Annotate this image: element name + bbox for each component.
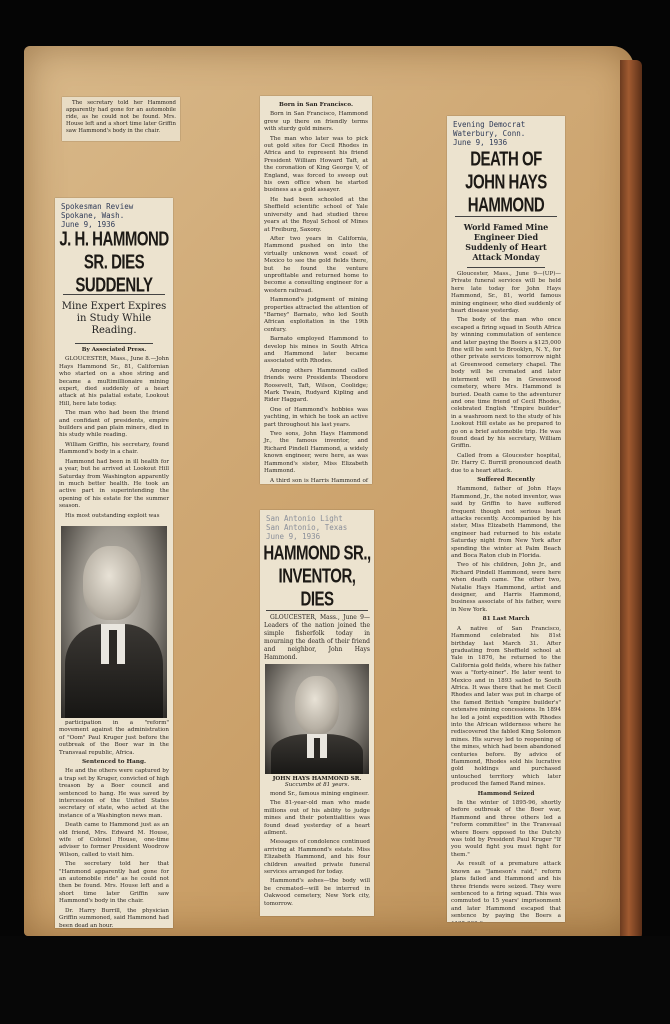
paragraph: In the winter of 1895-96, shortly before outbreak of the Boer war, Hammond and three others led a "reform committee" in the Transvaal where Boers opposed to the Dutch) was told by President Paul Kruger "If you would fight you must fight for them."	[451, 800, 561, 858]
clipping-evening-democrat	[447, 116, 565, 922]
paragraph: Among others Hammond called friends were Presidents Theodore Roosevelt, Taft, Wilson, Coolidge; Mark Twain, Rudyard Kipling and Rider Haggard.	[264, 367, 368, 404]
paragraph: Two of his children, John Jr., and Richard Pindell Hammond, were here when death came. The other two, Natalie Hays Hammond, artist and designer, and Harris Hammond, business associate of his father, were in New York.	[451, 562, 561, 613]
paragraph: The secretary told her that "Hammond apparently had gone for an automobile ride" as he could not then be found. Mrs. House left and a short time later Griffin saw Hammond's body in the chair.	[59, 861, 169, 905]
paragraph: Hammond's judgment of mining properties attracted the attention of "Barney" Barnato, who led South African exploitation in the 19th century.	[264, 297, 368, 333]
paragraph: Hammond, father of John Hays Hammond, Jr., the noted inventor, was said by Griffin to have suffered frequent though not serious heart attacks recently. Accompanied by his sister, Miss Elizabeth Hammond, the engineer had returned to his estate Saturday night from New York after spending the winter at Palm Beach and Boca Raton club in Florida.	[451, 486, 561, 560]
paragraph: Born in San Francisco, Hammond grew up there on friendly terms with sturdy gold miners.	[264, 111, 368, 133]
paragraph: Dr. Harry Burrill, the physician Griffin summoned, said Hammond had been dead an hour.	[59, 907, 169, 928]
paragraph: GLOUCESTER, Mass., June 9—Leaders of the nation joined the simple fisherfolk today in mourning the death of their friend and neighbor, John Hays Hammond.	[264, 614, 370, 661]
portrait-photo	[61, 526, 167, 718]
photo-caption-name: JOHN HAYS HAMMOND SR.	[272, 776, 362, 782]
paragraph: A third son is Harris Hammond of	[270, 477, 368, 484]
paragraph: After two years in California, Hammond pushed on into the virtually unknown west coast of Mexico to see the gold fields there, but he found the venture unprofitable and returned home to become a consulting engineer for a western railroad.	[264, 235, 368, 294]
subhead: Hammond Seized	[477, 790, 535, 797]
paragraph: mond Sr., famous mining engineer.	[270, 791, 369, 797]
photo-caption-sub-wrap	[260, 782, 374, 788]
paragraph: Two sons, John Hays Hammond Jr., the famous inventor, and Richard Pindell Hammond, a widely known engineer, were here, as was Hammond's sister, Miss Elizabeth Hammond.	[264, 431, 368, 475]
background-bottom	[0, 936, 670, 1024]
clip-text: The secretary told her Hammond apparently had gone for an automobile ride, as he could not be found. Mrs. House left and a short time later Griffin saw Hammond's body in the chair.	[66, 100, 176, 134]
paragraph: Messages of condolence continued arriving at Hammond's estate. Miss Elizabeth Hammond, and his four children awaited private funeral services arranged for today.	[264, 839, 370, 876]
paragraph: William Griffin, his secretary, found Hammond's body in a chair.	[59, 441, 169, 456]
paragraph: One of Hammond's hobbies was yachting, in which he took an active part throughout his last years.	[264, 406, 368, 428]
photo-caption-sub: Succumbs at 81 years.	[284, 782, 350, 788]
book-spine	[620, 60, 642, 940]
paragraph: The body of the man who once escaped a firing squad in South Africa by winning commutation of sentence and later paying the Boers a $125,000 fine will be sent to Brooklyn, N. Y., for other private services tomorrow night at Greenwood cemetery chapel. The body will be cremated and later interment will be in Greenwood cemetery, where Mrs. Hammond is buried. Death came to the adventurer and one time friend of Cecil Rhodes, celebrated English "Empire builder" in a washroom next to the study of his Lookout Hill estate as he prepared to go on a brief automobile trip. He was found dead by his secretary, William Griffin.	[451, 317, 561, 450]
portrait-photo	[265, 664, 369, 774]
subhead: Suffered Recently	[477, 476, 535, 483]
clipping-spokesman-review	[55, 198, 173, 928]
paragraph: The man who later was to pick out gold sites for Cecil Rhodes in Africa and to represent his friend President William Howard Taft, at the coronation of King George V, of England, was forced to sweep out his own office when he started business as a gold assayer.	[264, 135, 368, 194]
paragraph: As result of a premature attack known as "Jameson's raid," reform plans failed and Hammond and his three friends were seized. They were sentenced to a firing squad. This was commuted to 15 years' imprisonment and later Hammond escaped that sentence by paying the Boers a	[451, 861, 561, 920]
subhead: Born in San Francisco.	[278, 102, 353, 108]
clipping-stamp: San Antonio Light San Antonio, Texas June 9, 1936	[266, 514, 348, 541]
paragraph: A native of San Francisco, Hammond celebrated his 81st birthday last March 31. After graduating from Sheffield school at Yale in 1876, he returned to the California gold fields, where his father was a "forty-niner". He later went to Mexico and in 1893 sailed to South Africa. It was there that he met Cecil Rhodes and later was put in charge of the famed British "empire builder's" extensive mining concessions. In 1894 he led a joint expedition with Rhodes into the African wilderness where he rediscovered the fabled King Solomon mines. His survey led to reopening of the mines, which had been abandoned centuries before. By advice of Hammond, Rhodes sold his lucrative gold holdings and purchased untouched territory which later produced the famed Rand mines.	[451, 625, 561, 788]
headline: HAMMOND SR., INVENTOR, DIES	[263, 542, 371, 611]
paragraph: participation in a "reform" movement against the administration of "Oom" Paul Kruger just before the outbreak of the Boer war in the Transvaal republic, Africa.	[59, 719, 169, 756]
paragraph: Hammond had been in ill health for a year, but he arrived at Lookout Hill Saturday from Washington apparently in much better health. He took an active part in superintending the opening of his estate for the summer season.	[59, 458, 169, 510]
headline: DEATH OF JOHN HAYS HAMMOND	[465, 148, 547, 217]
clipping-stamp: Spokesman Review Spokane, Wash. June 9, 1936	[61, 202, 134, 229]
deck: World Famed Mine Engineer Died Suddenly of Heart Attack Monday	[463, 222, 549, 262]
deck: Mine Expert Expires in Study While Reading.	[61, 301, 167, 336]
clipping-stamp: Evening Democrat Waterbury, Conn. June 9, 1936	[453, 120, 526, 147]
subhead: Sentenced to Hang.	[81, 758, 147, 765]
paragraph: Hammond's ashes—the body will be cremated—will be interred in Oakwood cemetery, New York city, tomorrow.	[264, 878, 370, 907]
byline: By Associated Press.	[81, 347, 147, 353]
paragraph: Death came to Hammond just as an old friend, Mrs. Edward M. House, wife of Colonel House, one-time adviser to former President Woodrow Wilson, called to visit him.	[59, 822, 169, 858]
paragraph: The man who had been the friend and confidant of presidents, empire builders and pan plain miners, died in his study while reading.	[59, 410, 169, 439]
subhead: 81 Last March	[482, 616, 530, 623]
paragraph: Gloucester, Mass., June 9—(UP)—Private funeral services will be held here late today for John Hays Hammond, Sr., 81, world famous mining engineer, who died suddenly of heart disease yesterday.	[451, 271, 561, 315]
clipping-middle-top	[260, 96, 372, 484]
paragraph: GLOUCESTER, Mass., June 8.—John Hays Hammond Sr., 81, Californian who started on a shoe string and became a multimillionaire mining expert, died suddenly of a heart attack at his palatial estate, Lookout Hill, here late today.	[59, 356, 169, 407]
paragraph: Called from a Gloucester hospital, Dr. Harry C. Burrill pronounced death due to a heart attack.	[451, 452, 561, 474]
paragraph: The 81-year-old man who made millions out of his ability to judge mines and their potentialities was found dead yesterday of a heart ailment.	[264, 800, 370, 837]
paragraph: His most outstanding exploit was	[65, 512, 160, 519]
paragraph: Barnato employed Hammond to develop his mines in South Africa and Hammond later became associated with Rhodes.	[264, 336, 368, 365]
clipping-san-antonio-light	[260, 510, 374, 916]
paragraph: He had been schooled at the Sheffield scientific school of Yale university and had studied three years at the Royal School of Mines at Freiburg, Saxony.	[264, 196, 368, 233]
paragraph: He and the others were captured by a trap set by Kruger, convicted of high treason by a Boer council and sentenced to hang. He was saved by intercession of the United States secretary of state, who acted at the instance of a Washington news man.	[59, 768, 169, 819]
clipping-top-left	[62, 97, 180, 141]
headline: J. H. HAMMOND SR. DIES SUDDENLY	[59, 228, 169, 297]
